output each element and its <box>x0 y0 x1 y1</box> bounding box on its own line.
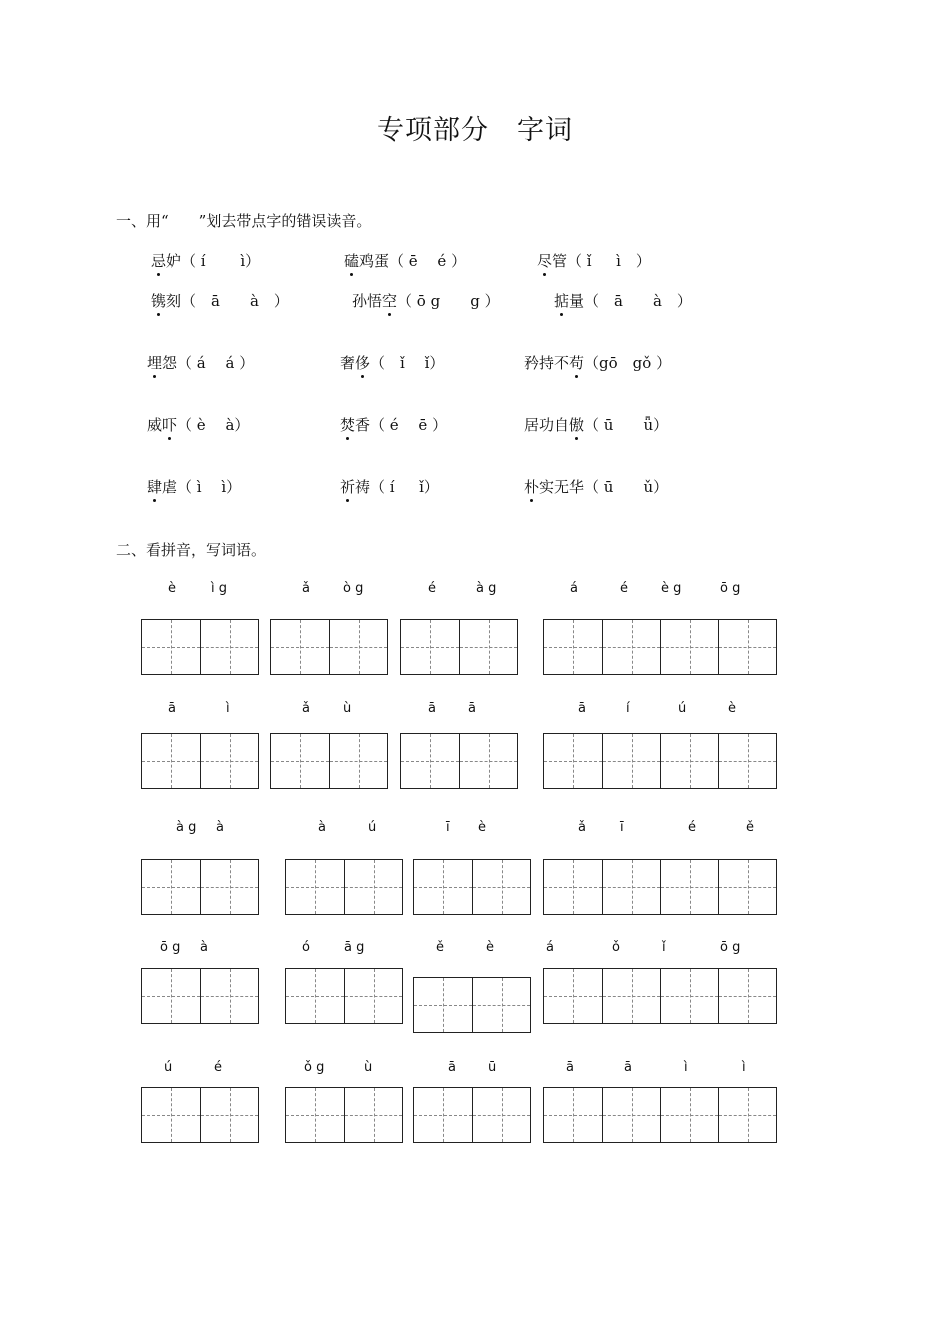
item-10: 威吓（ è à） <box>147 416 250 434</box>
pinyin-syllable: í <box>626 701 630 716</box>
writing-cell[interactable] <box>329 620 387 674</box>
writing-grid[interactable] <box>285 968 403 1024</box>
writing-cell[interactable] <box>602 969 660 1023</box>
writing-grid[interactable] <box>400 619 518 675</box>
writing-cell[interactable] <box>200 734 258 788</box>
writing-cell[interactable] <box>718 734 776 788</box>
pinyin-syllable: á <box>546 940 554 955</box>
pinyin-syllable: à g <box>176 820 197 835</box>
pinyin-syllable: ǒ <box>612 940 620 955</box>
writing-cell[interactable] <box>472 1088 530 1142</box>
writing-cell[interactable] <box>544 620 602 674</box>
pinyin-syllable: è g <box>661 581 682 596</box>
writing-grid[interactable] <box>413 1087 531 1143</box>
writing-cell[interactable] <box>271 620 329 674</box>
writing-cell[interactable] <box>718 860 776 914</box>
pinyin-syllable: ī <box>620 820 624 835</box>
pinyin-syllable: é <box>214 1060 222 1075</box>
writing-cell[interactable] <box>271 734 329 788</box>
pinyin-syllable: ō g <box>160 940 181 955</box>
writing-cell[interactable] <box>718 969 776 1023</box>
writing-cell[interactable] <box>718 620 776 674</box>
pinyin-syllable: ò g <box>343 581 364 596</box>
writing-grid[interactable] <box>141 968 259 1024</box>
item-1: 忌妒（ í ì） <box>151 252 261 270</box>
page-title: 专项部分 字词 <box>377 115 573 146</box>
item-11: 焚香（ é ē ） <box>340 416 448 434</box>
pinyin-syllable: ǐ <box>662 940 666 955</box>
writing-cell[interactable] <box>200 1088 258 1142</box>
writing-cell[interactable] <box>142 620 200 674</box>
writing-cell[interactable] <box>142 969 200 1023</box>
pinyin-syllable: é <box>428 581 436 596</box>
writing-cell[interactable] <box>544 969 602 1023</box>
pinyin-syllable: è <box>168 581 176 596</box>
pinyin-syllable: ā <box>624 1060 632 1075</box>
writing-cell[interactable] <box>142 860 200 914</box>
writing-cell[interactable] <box>401 620 459 674</box>
writing-grid[interactable] <box>543 733 777 789</box>
item-13: 肆虐（ ì ì） <box>147 478 242 496</box>
item-15: 朴实无华（ ū ǔ） <box>524 478 669 496</box>
writing-cell[interactable] <box>660 1088 718 1142</box>
writing-cell[interactable] <box>344 860 402 914</box>
writing-cell[interactable] <box>660 860 718 914</box>
writing-cell[interactable] <box>472 978 530 1032</box>
writing-grid[interactable] <box>543 968 777 1024</box>
writing-cell[interactable] <box>142 734 200 788</box>
pinyin-syllable: è <box>486 940 494 955</box>
item-3: 尽管（ ǐ ì ） <box>537 252 651 270</box>
pinyin-syllable: ā <box>578 701 586 716</box>
item-5: 孙悟空（ ō g g ） <box>352 292 500 310</box>
pinyin-syllable: ě <box>436 940 444 955</box>
item-9: 矜持不苟（gō gǒ ） <box>524 354 672 372</box>
writing-cell[interactable] <box>602 860 660 914</box>
writing-cell[interactable] <box>286 860 344 914</box>
writing-cell[interactable] <box>459 734 517 788</box>
pinyin-syllable: ù <box>364 1060 373 1075</box>
pinyin-syllable: ā g <box>344 940 365 955</box>
writing-cell[interactable] <box>142 1088 200 1142</box>
pinyin-syllable: ù <box>343 701 352 716</box>
pinyin-syllable: ǎ <box>302 701 310 716</box>
pinyin-syllable: à <box>200 940 208 955</box>
writing-grid[interactable] <box>141 859 259 915</box>
item-12: 居功自傲（ ū ǖ） <box>524 416 669 434</box>
writing-cell[interactable] <box>660 734 718 788</box>
writing-grid[interactable] <box>543 859 777 915</box>
item-4: 镌刻（ ā à ） <box>151 292 289 310</box>
writing-cell[interactable] <box>200 969 258 1023</box>
writing-cell[interactable] <box>286 1088 344 1142</box>
writing-cell[interactable] <box>660 969 718 1023</box>
pinyin-syllable: è <box>728 701 736 716</box>
writing-cell[interactable] <box>200 620 258 674</box>
writing-cell[interactable] <box>329 734 387 788</box>
writing-grid[interactable] <box>543 1087 777 1143</box>
pinyin-syllable: ú <box>368 820 377 835</box>
pinyin-syllable: ì <box>226 701 230 716</box>
pinyin-syllable: ú <box>678 701 687 716</box>
item-8: 奢侈（ ǐ ǐ） <box>340 354 445 372</box>
pinyin-syllable: ó <box>302 940 310 955</box>
pinyin-syllable: ǒ g <box>304 1060 325 1075</box>
writing-cell[interactable] <box>344 969 402 1023</box>
writing-grid[interactable] <box>400 733 518 789</box>
pinyin-syllable: ī <box>446 820 450 835</box>
writing-cell[interactable] <box>544 860 602 914</box>
writing-grid[interactable] <box>413 859 531 915</box>
writing-grid[interactable] <box>285 859 403 915</box>
pinyin-syllable: ā <box>468 701 476 716</box>
pinyin-syllable: é <box>688 820 696 835</box>
writing-grid[interactable] <box>270 733 388 789</box>
writing-cell[interactable] <box>414 860 472 914</box>
writing-cell[interactable] <box>544 734 602 788</box>
writing-grid[interactable] <box>141 1087 259 1143</box>
writing-cell[interactable] <box>602 620 660 674</box>
pinyin-syllable: ā <box>428 701 436 716</box>
item-6: 掂量（ ā à ） <box>554 292 692 310</box>
writing-cell[interactable] <box>718 1088 776 1142</box>
writing-cell[interactable] <box>401 734 459 788</box>
writing-cell[interactable] <box>414 1088 472 1142</box>
pinyin-syllable: à g <box>476 581 497 596</box>
writing-grid[interactable] <box>285 1087 403 1143</box>
pinyin-syllable: ì <box>742 1060 746 1075</box>
writing-cell[interactable] <box>414 978 472 1032</box>
pinyin-syllable: é <box>620 581 628 596</box>
writing-cell[interactable] <box>602 1088 660 1142</box>
writing-cell[interactable] <box>459 620 517 674</box>
item-14: 祈祷（ í ǐ） <box>340 478 439 496</box>
section-1-heading: 一、用“ ”划去带点字的错误读音。 <box>116 212 372 230</box>
pinyin-syllable: ā <box>448 1060 456 1075</box>
writing-grid[interactable] <box>413 977 531 1033</box>
writing-cell[interactable] <box>544 1088 602 1142</box>
writing-cell[interactable] <box>286 969 344 1023</box>
writing-grid[interactable] <box>543 619 777 675</box>
writing-cell[interactable] <box>602 734 660 788</box>
writing-cell[interactable] <box>344 1088 402 1142</box>
pinyin-syllable: ì g <box>211 581 227 596</box>
writing-grid[interactable] <box>270 619 388 675</box>
pinyin-syllable: ǎ <box>302 581 310 596</box>
writing-grid[interactable] <box>141 619 259 675</box>
pinyin-syllable: ā <box>566 1060 574 1075</box>
pinyin-syllable: ō g <box>720 940 741 955</box>
pinyin-syllable: ā <box>168 701 176 716</box>
writing-cell[interactable] <box>660 620 718 674</box>
pinyin-syllable: à <box>318 820 326 835</box>
pinyin-syllable: ì <box>684 1060 688 1075</box>
pinyin-syllable: è <box>478 820 486 835</box>
item-7: 埋怨（ á á ） <box>147 354 255 372</box>
pinyin-syllable: ú <box>164 1060 173 1075</box>
section-2-heading: 二、看拼音，写词语。 <box>116 541 267 559</box>
writing-grid[interactable] <box>141 733 259 789</box>
pinyin-syllable: à <box>216 820 224 835</box>
pinyin-syllable: á <box>570 581 578 596</box>
item-2: 磕鸡蛋（ ē é ） <box>344 252 467 270</box>
pinyin-syllable: ǎ <box>578 820 586 835</box>
pinyin-syllable: ě <box>746 820 754 835</box>
writing-cell[interactable] <box>200 860 258 914</box>
writing-cell[interactable] <box>472 860 530 914</box>
pinyin-syllable: ū <box>488 1060 497 1075</box>
pinyin-syllable: ō g <box>720 581 741 596</box>
